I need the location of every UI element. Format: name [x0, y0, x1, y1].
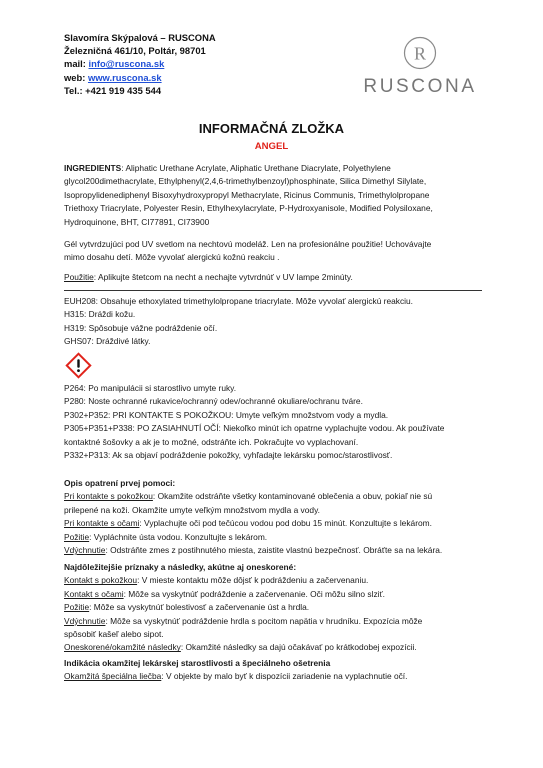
- precaution-line: P264: Po manipulácii si starostlivo umyte ruky.: [64, 383, 237, 393]
- ingredients-section: [64, 162, 482, 229]
- first-aid-skin-text: : Okamžite odstráňte všetky kontaminované oblečenia a obuv, pokiaľ nie sú: [152, 491, 433, 502]
- description-section: [64, 238, 482, 265]
- precautionary-statements: [64, 382, 482, 462]
- ingredients-label: INGREDIENTS: [64, 163, 122, 173]
- hazard-line: GHS07: Dráždivé látky.: [64, 336, 151, 347]
- medical-label: Okamžitá špeciálna liečba: [64, 671, 162, 682]
- first-aid-skin-label: Pri kontakte s pokožkou: [64, 491, 153, 502]
- ingredients-line: Isopropylidenediphenyl Bisoxyhydroxypropyl Methacrylate, Ricinus Communis, Trimethylolpropane: [64, 189, 430, 200]
- symptoms-ingest-text: : Môže sa vyskytnúť bolestivosť a začervenanie úst a hrdla.: [89, 602, 310, 613]
- web-link[interactable]: www.ruscona.sk: [87, 71, 162, 83]
- first-aid-inhale-label: Vdýchnutie: [64, 545, 106, 556]
- first-aid-eyes-text: : Vyplachujte oči pod tečúcou vodou pod dobu 15 minút. Konzultujte s lekárom.: [139, 518, 432, 529]
- symptoms-eyes-text: : Môže sa vyskytnúť podráždenie a začervenanie. Oči môžu silno slziť.: [123, 588, 385, 599]
- symptoms-section: [64, 561, 482, 655]
- logo-monogram-letter: R: [413, 43, 427, 64]
- document-title: INFORMAČNÁ ZLOŽKA: [198, 121, 345, 136]
- company-address: Železničná 461/10, Poltár, 98701: [64, 45, 206, 57]
- description-line: Gél vytvrdzujúci pod UV svetlom na nechtovú modeláž. Len na profesionálne použitie! Uchovávajte: [64, 239, 432, 249]
- symptoms-delayed-label: Oneskorené/okamžité následky: [64, 642, 181, 653]
- usage-label: Použitie: [64, 272, 94, 282]
- first-aid-heading: Opis opatrení prvej pomoci:: [64, 478, 176, 488]
- hazard-statements: [64, 295, 482, 349]
- precaution-line: P280: Noste ochranné rukavice/ochranný odev/ochranné okuliare/ochranu tváre.: [64, 396, 363, 407]
- medical-heading: Indikácia okamžitej lekárskej starostlivosti a špeciálneho ošetrenia: [64, 658, 331, 668]
- phone-line: Tel.: +421 919 435 544: [64, 84, 162, 96]
- company-name: Slavomíra Skýpalová – RUSCONA: [64, 32, 216, 43]
- ingredients-line: Triethoxy Triacrylate, Polyester Resin, Ethylhexylacrylate, P-Hydroxyanisole, Modified Polysiloxane,: [64, 203, 433, 214]
- symptoms-skin-text: : V mieste kontaktu môže dôjsť k podráždeniu a začervenaniu.: [137, 575, 369, 586]
- first-aid-skin-text: prilepené na koži. Okamžite umyte veľkým množstvom mydla a vody.: [64, 504, 320, 515]
- product-name: ANGEL: [254, 141, 289, 152]
- precaution-line: kontaktné šošovky a ak je to možné, odstráňte ich. Pokračujte vo vyplachovaní.: [64, 436, 359, 447]
- symptoms-inhale-label: Vdýchnutie: [64, 615, 106, 626]
- hazard-line: H319: Spôsobuje vážne podráždenie očí.: [64, 322, 218, 333]
- ingredients-line: glycol200dimethacrylate, Ethylphenyl(2,4,6-trimethylbenzoyl)phosphinate, Silica Dimethyl Silylate,: [64, 176, 427, 187]
- ingredients-line: Hydroquinone, BHT, CI77891, CI73900: [64, 216, 210, 227]
- ruscona-logo: [360, 36, 480, 96]
- logo-wordmark: RUSCONA: [363, 76, 477, 97]
- precaution-line: P305+P351+P338: PO ZASIAHNUTÍ OČÍ: Niekoľko minút ich opatrne vyplachujte vodou. Ak používate: [64, 423, 445, 434]
- symptoms-ingest-label: Požitie: [64, 602, 90, 613]
- mail-line: [64, 57, 216, 70]
- logo-monogram-icon: [403, 36, 437, 70]
- hazard-line: EUH208: Obsahuje ethoxylated trimethylolpropane triacrylate. Môže vyvolať alergickú reakciu.: [64, 296, 414, 306]
- symptoms-inhale-text: spôsobiť kašeľ alebo sipot.: [64, 629, 164, 640]
- symptoms-skin-label: Kontakt s pokožkou: [64, 575, 138, 586]
- ingredients-line: : Aliphatic Urethane Acrylate, Aliphatic Urethane Diacrylate, Polyethylene: [121, 163, 391, 173]
- usage-text: : Aplikujte štetcom na necht a nechajte vytvrdnúť v UV lampe 2minúty.: [93, 272, 353, 282]
- precaution-line: P332+P313: Ak sa objaví podráždenie pokožky, vyhľadajte lekársku pomoc/starostlivosť.: [64, 450, 393, 461]
- first-aid-section: [64, 477, 482, 557]
- symptoms-eyes-label: Kontakt s očami: [64, 588, 124, 599]
- precaution-line: P302+P352: PRI KONTAKTE S POKOŽKOU: Umyte veľkým množstvom vody a mydla.: [64, 409, 389, 420]
- web-line: [64, 71, 216, 84]
- first-aid-ingest-text: : Vypláchnite ústa vodou. Konzultujte s lekárom.: [89, 531, 268, 542]
- usage-section: [64, 271, 482, 284]
- medical-care-section: [64, 657, 482, 684]
- ghs07-exclamation-icon: [65, 352, 92, 379]
- first-aid-eyes-label: Pri kontakte s očami: [64, 518, 140, 529]
- symptoms-delayed-text: : Okamžité následky sa dajú očakávať po krátkodobej expozícii.: [180, 642, 417, 653]
- description-line: mimo dosahu detí. Môže vyvolať alergickú kožnú reakciu .: [64, 252, 280, 263]
- hazard-line: H315: Dráždi kožu.: [64, 309, 136, 320]
- first-aid-ingest-label: Požitie: [64, 531, 90, 542]
- web-label: web:: [64, 71, 88, 83]
- mail-label: mail:: [64, 58, 89, 70]
- section-divider: [64, 290, 482, 291]
- mail-link[interactable]: info@ruscona.sk: [88, 58, 165, 70]
- company-header: [64, 31, 216, 97]
- first-aid-inhale-text: : Odstráňte zmes z postihnutého miesta, zaistite vlastnú bezpečnosť. Obráťte sa na lekára.: [105, 545, 443, 556]
- medical-text: : V objekte by malo byť k dispozícii zariadenie na vyplachnutie očí.: [161, 671, 408, 682]
- symptoms-inhale-text: : Môže sa vyskytnúť podráždenie hrdla s pocitom napätia v hrudníku. Expozícia môže: [105, 615, 423, 626]
- symptoms-heading: Najdôležitejšie príznaky a následky, akútne aj oneskorené:: [64, 562, 297, 572]
